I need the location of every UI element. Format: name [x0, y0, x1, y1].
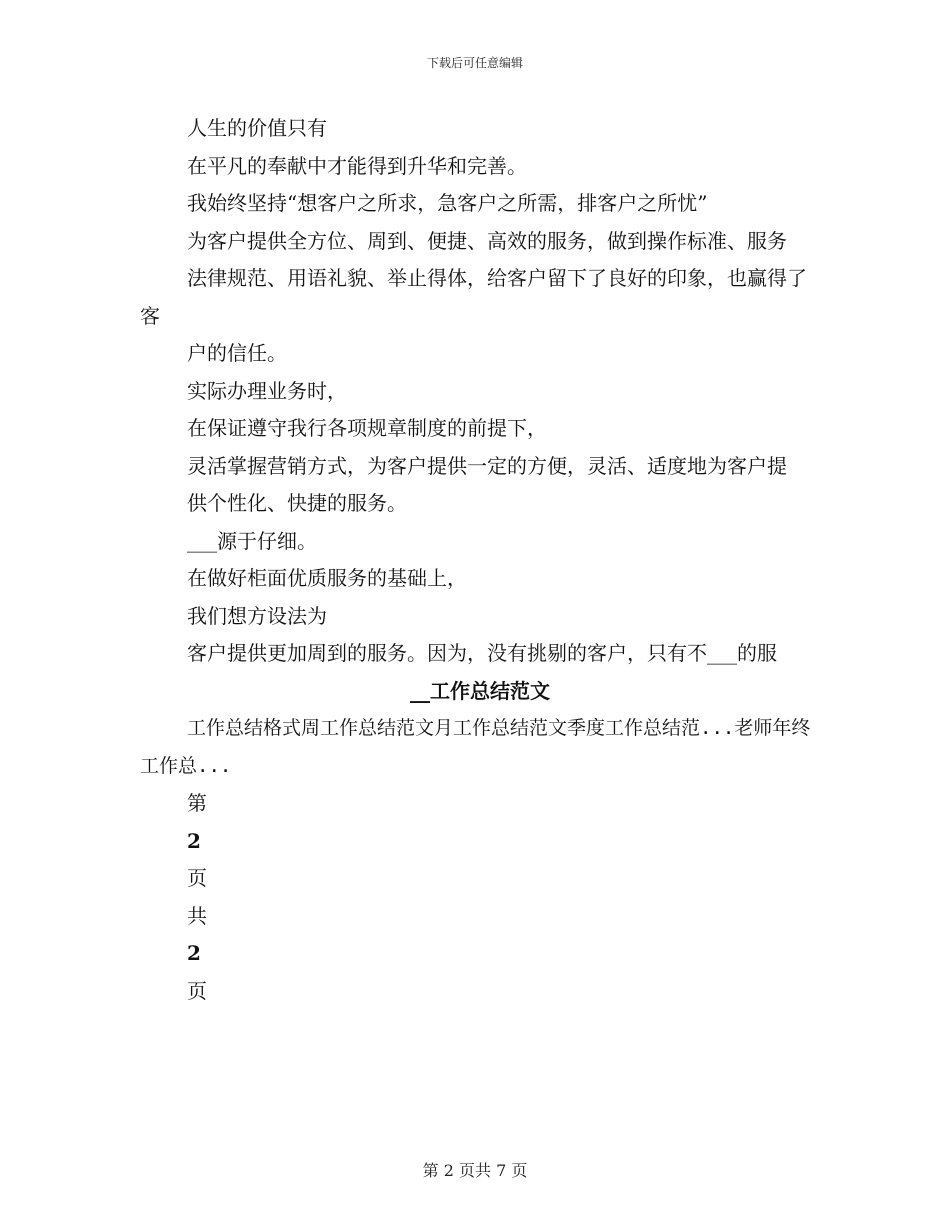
- page-indicator-line: 页: [187, 866, 207, 890]
- paragraph-line: 我始终坚持“想客户之所求，急客户之所需，排客户之所忧”: [187, 191, 708, 215]
- paragraph-line: 人生的价值只有: [187, 116, 327, 140]
- paragraph-line: 实际办理业务时，: [187, 378, 347, 403]
- document-body: [140, 110, 820, 1010]
- page-indicator-line: 第: [187, 791, 207, 815]
- page-footer: 第 2 页共 7 页: [422, 1161, 528, 1180]
- section-summary: 工作总结格式周工作总结范文月工作总结范文季度工作总结范...老师年终工作总...: [140, 717, 811, 777]
- paragraph-line: 为客户提供全方位、周到、便捷、高效的服务，做到操作标准、服务: [187, 228, 787, 253]
- paragraph-line: 在平凡的奉献中才能得到升华和完善。: [187, 153, 527, 178]
- paragraph-line: 我们想方设法为: [187, 603, 327, 628]
- paragraph-line: 在保证遵守我行各项规章制度的前提下，: [187, 416, 547, 440]
- page-indicator-line: 页: [187, 978, 207, 1003]
- page-indicator-line: 2: [187, 941, 201, 965]
- page-indicator-line: 共: [187, 903, 207, 928]
- page-header: 下载后可任意编辑: [426, 56, 523, 70]
- paragraph-line: 户的信任。: [187, 341, 287, 365]
- section-title: __工作总结范文: [410, 678, 550, 703]
- paragraph-line: ___源于仔细。: [187, 528, 317, 553]
- paragraph-line: 法律规范、用语礼貌、举止得体，给客户留下了良好的印象，也赢得了客: [140, 266, 807, 328]
- paragraph-line: 供个性化、快捷的服务。: [187, 491, 407, 515]
- paragraph-line: 灵活掌握营销方式，为客户提供一定的方便，灵活、适度地为客户提: [187, 453, 787, 478]
- page-indicator-line: 2: [187, 828, 201, 853]
- paragraph-line: 在做好柜面优质服务的基础上，: [187, 566, 467, 590]
- paragraph-line: 客户提供更加周到的服务。因为，没有挑剔的客户，只有不___的服: [187, 641, 777, 665]
